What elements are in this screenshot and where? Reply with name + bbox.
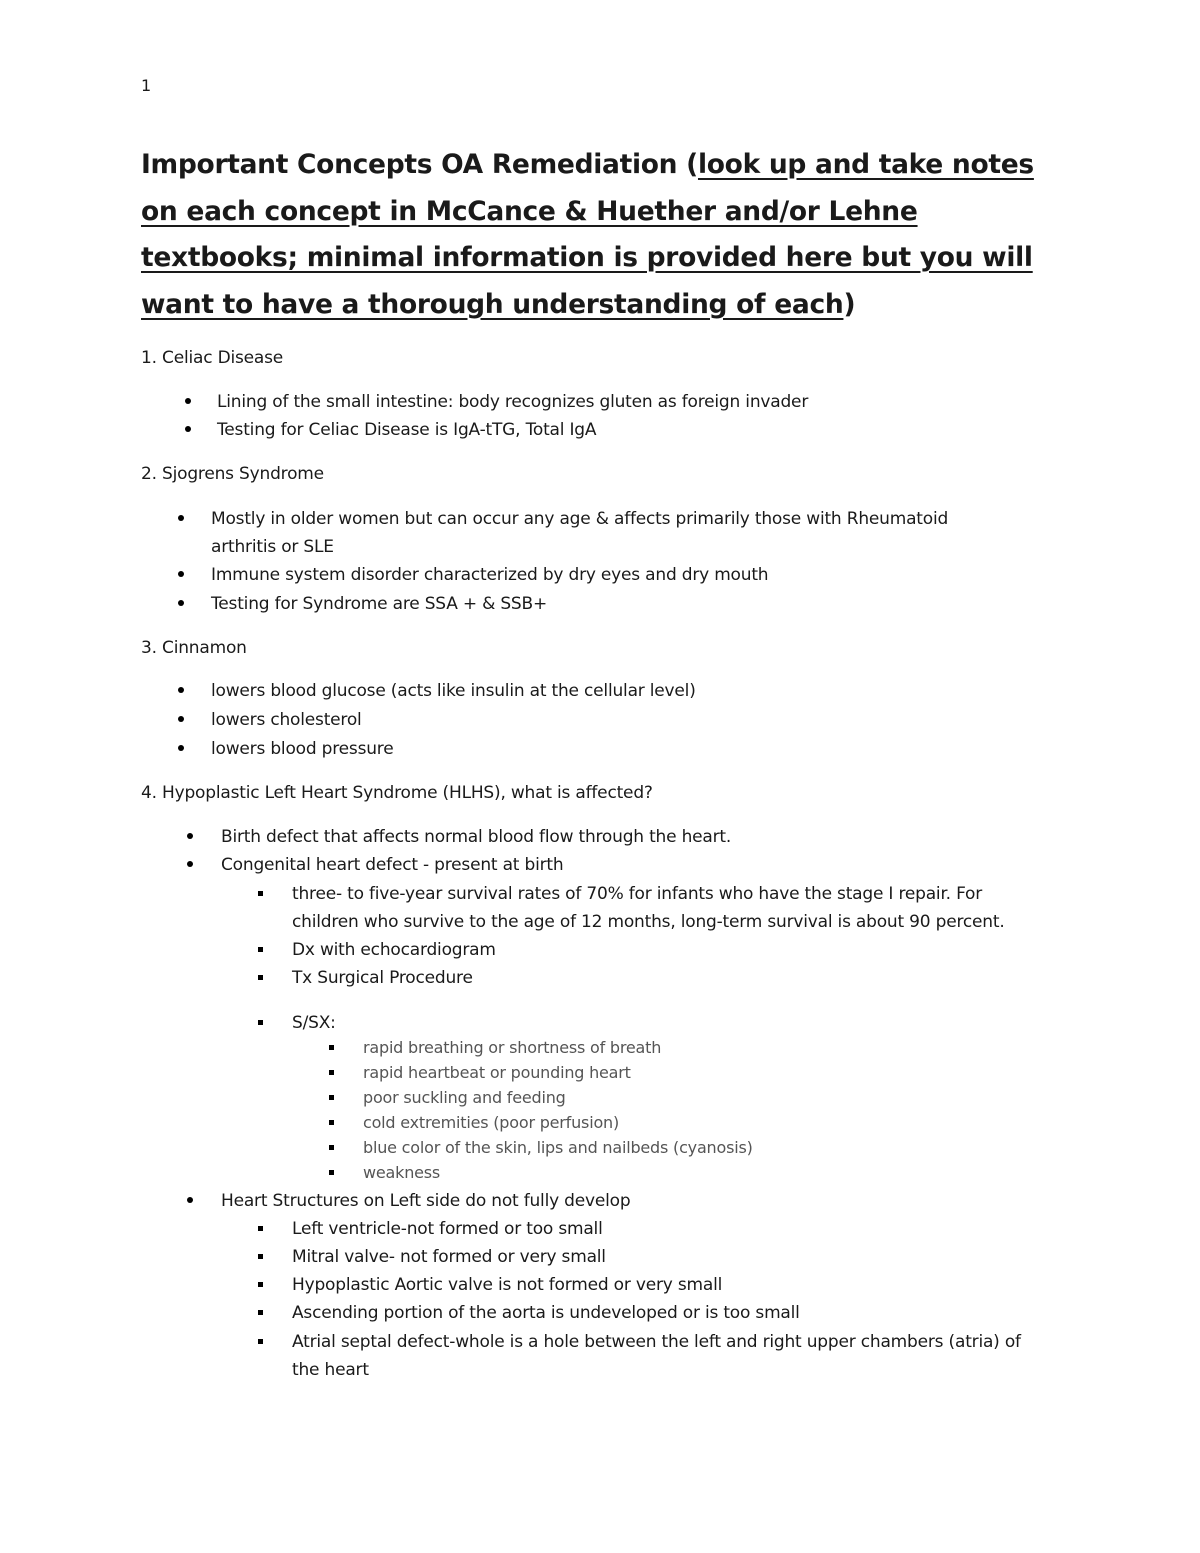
bullet-square xyxy=(258,1310,263,1315)
sub-list-item-continuation: children who survive to the age of 12 months, long-term survival is about 90 percent. xyxy=(292,912,1005,932)
title-closing-paren: ) xyxy=(843,288,856,320)
bullet-dot xyxy=(185,426,191,432)
section-heading-sjogrens: 2. Sjogrens Syndrome xyxy=(141,464,324,484)
bullet-dot xyxy=(187,833,193,839)
list-item: Birth defect that affects normal blood flow through the heart. xyxy=(221,827,732,847)
list-item: lowers blood pressure xyxy=(211,739,394,759)
list-item: Heart Structures on Left side do not fully develop xyxy=(221,1191,631,1211)
bullet-square xyxy=(329,1070,334,1075)
sub-list-item: S/SX: xyxy=(292,1013,336,1033)
list-item: Lining of the small intestine: body recognizes gluten as foreign invader xyxy=(217,392,809,412)
bullet-square xyxy=(258,1226,263,1231)
bullet-square xyxy=(258,1020,263,1025)
section-heading-hlhs: 4. Hypoplastic Left Heart Syndrome (HLHS), what is affected? xyxy=(141,783,653,803)
symptom-item: cold extremities (poor perfusion) xyxy=(363,1113,620,1132)
sub-list-item: Tx Surgical Procedure xyxy=(292,968,473,988)
bullet-square xyxy=(329,1095,334,1100)
symptom-item: rapid breathing or shortness of breath xyxy=(363,1038,662,1057)
sub-list-item: Ascending portion of the aorta is undeveloped or is too small xyxy=(292,1303,800,1323)
list-item: Mostly in older women but can occur any age & affects primarily those with Rheumatoid xyxy=(211,509,949,529)
section-heading-cinnamon: 3. Cinnamon xyxy=(141,638,247,658)
sub-list-item: three- to five-year survival rates of 70% for infants who have the stage I repair. For xyxy=(292,884,983,904)
sub-list-item-continuation: the heart xyxy=(292,1360,369,1380)
bullet-dot xyxy=(178,600,184,606)
bullet-square xyxy=(258,947,263,952)
bullet-dot xyxy=(178,571,184,577)
bullet-square xyxy=(258,1254,263,1259)
list-item: Testing for Syndrome are SSA + & SSB+ xyxy=(211,594,548,614)
bullet-dot xyxy=(178,515,184,521)
bullet-square xyxy=(258,1339,263,1344)
bullet-square xyxy=(329,1145,334,1150)
list-item: Congenital heart defect - present at birth xyxy=(221,855,564,875)
symptom-item: weakness xyxy=(363,1163,441,1182)
symptom-item: blue color of the skin, lips and nailbeds (cyanosis) xyxy=(363,1138,753,1157)
bullet-dot xyxy=(178,745,184,751)
bullet-dot xyxy=(185,398,191,404)
sub-list-item: Mitral valve- not formed or very small xyxy=(292,1247,606,1267)
bullet-dot xyxy=(178,716,184,722)
bullet-square xyxy=(258,975,263,980)
bullet-square xyxy=(258,1282,263,1287)
sub-list-item: Atrial septal defect-whole is a hole between the left and right upper chambers (atria) of xyxy=(292,1332,1021,1352)
title-text: Important Concepts OA Remediation ( xyxy=(141,149,698,180)
bullet-square xyxy=(329,1120,334,1125)
list-item-continuation: arthritis or SLE xyxy=(211,537,334,557)
section-heading-celiac: 1. Celiac Disease xyxy=(141,348,284,368)
bullet-dot xyxy=(187,861,193,867)
list-item: lowers blood glucose (acts like insulin at the cellular level) xyxy=(211,681,696,701)
symptom-item: poor suckling and feeding xyxy=(363,1088,566,1107)
sub-list-item: Hypoplastic Aortic valve is not formed or very small xyxy=(292,1275,723,1295)
list-item: lowers cholesterol xyxy=(211,710,362,730)
bullet-square xyxy=(329,1045,334,1050)
sub-list-item: Dx with echocardiogram xyxy=(292,940,496,960)
list-item: Immune system disorder characterized by dry eyes and dry mouth xyxy=(211,565,769,585)
bullet-square xyxy=(258,891,263,896)
symptom-item: rapid heartbeat or pounding heart xyxy=(363,1063,631,1082)
bullet-dot xyxy=(187,1197,193,1203)
bullet-dot xyxy=(178,687,184,693)
title-instructions: look up and take notes on each concept in McCance & Huether and/or Lehne textbooks; minimal information is provided here but you will want to have a thorough understanding of each xyxy=(141,149,1034,320)
sub-list-item: Left ventricle-not formed or too small xyxy=(292,1219,603,1239)
bullet-square xyxy=(329,1170,334,1175)
list-item: Testing for Celiac Disease is IgA-tTG, Total IgA xyxy=(217,420,597,440)
page-number: 1 xyxy=(141,76,152,95)
document-title xyxy=(141,142,1061,328)
